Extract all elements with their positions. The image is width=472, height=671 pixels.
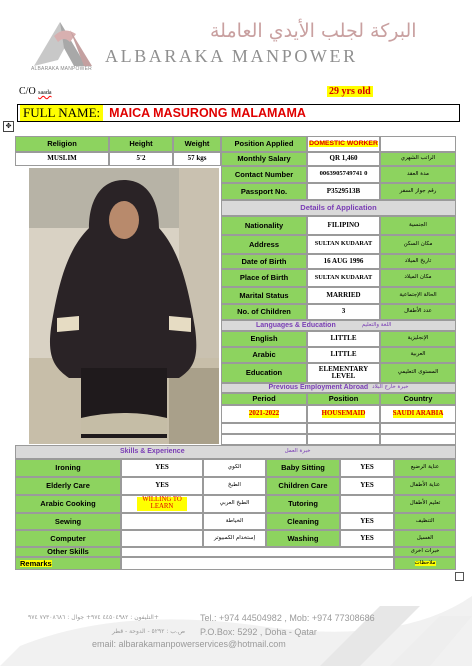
footer-arabic-phones: التليفون : ٤٤٥٠٤٩٨٢ ٩٧٤+ جوال : ٧٧٣٠٨٦٨٦ ٩٧٤+: [28, 614, 159, 621]
skill-washing-value: YES: [340, 530, 394, 547]
arabic-no-of-children: عدد الأطفال: [380, 304, 456, 320]
care-of-line: [19, 86, 52, 97]
skill-washing-label: Washing: [266, 530, 340, 547]
header-position-applied: Position Applied: [221, 136, 307, 152]
page-corner-marker: [455, 572, 464, 581]
skill-elderly-care-value: YES: [121, 477, 203, 495]
value-nationality: FILIPINO: [307, 216, 380, 235]
brand-english: ALBARAKA MANPOWER: [105, 46, 358, 66]
employment-position: HOUSEMAID: [321, 409, 366, 418]
other-skills-label: Other Skills: [15, 547, 121, 557]
header-position: Position: [307, 393, 380, 405]
employment-title: Previous Employment Abroad: [268, 384, 369, 392]
other-skills-arabic: خبرات أخرى: [394, 547, 456, 557]
skill-baby-sitting-value: YES: [340, 459, 394, 477]
skills-title-arabic: خبرة العمل: [284, 448, 311, 455]
care-of-prefix: C/O: [19, 86, 36, 97]
label-education: Education: [221, 363, 307, 383]
skill-ironing-label: Ironing: [15, 459, 121, 477]
skill-baby-sitting-label: Baby Sitting: [266, 459, 340, 477]
label-monthly-salary: Monthly Salary: [221, 152, 307, 166]
value-monthly-salary: QR 1,460: [307, 152, 380, 166]
skill-computer-arabic: إستخدام الكمبيوتر: [203, 530, 266, 547]
value-place-of-birth: SULTAN KUDARAT: [307, 269, 380, 287]
skill-cleaning-arabic: التنظيف: [394, 513, 456, 530]
remarks-arabic: ملاحظات: [414, 559, 436, 566]
remarks-value: [121, 557, 394, 570]
label-address: Address: [221, 235, 307, 254]
skill-sewing-label: Sewing: [15, 513, 121, 530]
employment-blank: [380, 434, 456, 445]
height-value: 5'2: [109, 152, 173, 166]
other-skills-value: [121, 547, 394, 557]
skill-arabic-cooking-value: WILLING TO LEARN: [137, 497, 187, 511]
label-contact-number: Contact Number: [221, 166, 307, 183]
footer-po-box-arabic: ص.ب : ٥٢٩٢ - الدوحة - قطر: [112, 628, 186, 635]
skill-cleaning-value: YES: [340, 513, 394, 530]
section-languages-education: [221, 320, 456, 331]
skill-tutoring-label: Tutoring: [266, 495, 340, 513]
header-religion: Religion: [15, 136, 109, 152]
move-handle-icon[interactable]: ✥: [3, 121, 14, 132]
skill-children-care-arabic: عناية الأطفال: [394, 477, 456, 495]
value-english: LITTLE: [307, 331, 380, 347]
remarks-label: Remarks: [20, 558, 52, 568]
arabic-place-of-birth: مكان الميلاد: [380, 269, 456, 287]
position-applied-value: DOMESTIC WORKER: [309, 139, 378, 147]
skill-cleaning-label: Cleaning: [266, 513, 340, 530]
employment-country: SAUDI ARABIA: [392, 409, 444, 418]
age-badge: 29 yrs old: [329, 86, 371, 97]
weight-value: 57 kgs: [173, 152, 221, 166]
header-weight: Weight: [173, 136, 221, 152]
skills-title: Skills & Experience: [120, 448, 185, 456]
skill-baby-sitting-arabic: عناية الرضيع: [394, 459, 456, 477]
applicant-photo: [29, 168, 219, 444]
label-no-of-children: No. of Children: [221, 304, 307, 320]
footer-watermark: [0, 586, 472, 666]
skill-ironing-arabic: الكوي: [203, 459, 266, 477]
skill-sewing-value: [121, 513, 203, 530]
full-name-bar: [17, 104, 460, 122]
label-english: English: [221, 331, 307, 347]
skill-ironing-value: YES: [121, 459, 203, 477]
section-previous-employment: [221, 383, 456, 393]
arabic-education: المستوى التعليمي: [380, 363, 456, 383]
arabic-english: الإنجليزية: [380, 331, 456, 347]
employment-blank: [307, 423, 380, 434]
skill-arabic-cooking-label: Arabic Cooking: [15, 495, 121, 513]
religion-value: MUSLIM: [15, 152, 109, 166]
skill-computer-label: Computer: [15, 530, 121, 547]
value-contact-number: 0063905749741 0: [307, 166, 380, 183]
value-address: SULTAN KUDARAT: [307, 235, 380, 254]
header-height: Height: [109, 136, 173, 152]
label-date-of-birth: Date of Birth: [221, 254, 307, 269]
skill-tutoring-arabic: تعليم الأطفال: [394, 495, 456, 513]
skill-elderly-care-arabic: الطبخ: [203, 477, 266, 495]
arabic-arabic: العربية: [380, 347, 456, 363]
value-passport-no: P3529513B: [307, 183, 380, 200]
logo-caption: ALBARAKA MANPOWER: [31, 66, 92, 72]
section-details-of-application: Details of Application: [221, 200, 456, 216]
employment-blank: [221, 423, 307, 434]
section-skills-experience: [15, 445, 456, 459]
label-place-of-birth: Place of Birth: [221, 269, 307, 287]
brand-arabic: البركة لجلب الأيدي العاملة: [210, 20, 417, 42]
skill-arabic-cooking-cell: [121, 495, 203, 513]
skill-computer-value: [121, 530, 203, 547]
value-education: ELEMENTARY LEVEL: [307, 363, 380, 383]
arabic-date-of-birth: تاريخ الميلاد: [380, 254, 456, 269]
label-marital-status: Marital Status: [221, 287, 307, 304]
header-country: Country: [380, 393, 456, 405]
full-name-label: FULL NAME:: [20, 105, 103, 121]
skill-children-care-label: Children Care: [266, 477, 340, 495]
header-period: Period: [221, 393, 307, 405]
employment-title-arabic: خبرة خارج البلاد: [372, 384, 409, 391]
footer-email[interactable]: email: albarakamanpowerservices@hotmail.com: [92, 639, 286, 649]
employment-blank: [307, 434, 380, 445]
label-nationality: Nationality: [221, 216, 307, 235]
label-arabic: Arabic: [221, 347, 307, 363]
employment-period-cell: [221, 405, 307, 423]
label-passport-no: Passport No.: [221, 183, 307, 200]
arabic-contact-number: مدة العقد: [380, 166, 456, 183]
arabic-marital-status: الحالة الإجتماعية: [380, 287, 456, 304]
skill-elderly-care-label: Elderly Care: [15, 477, 121, 495]
arabic-address: مكان السكن: [380, 235, 456, 254]
languages-title-arabic: اللغة والتعليم: [361, 321, 392, 328]
footer-po-box: P.O.Box: 5292 , Doha - Qatar: [200, 627, 317, 637]
remarks-label-cell: [15, 557, 121, 570]
employment-blank: [221, 434, 307, 445]
footer-phones: Tel.: +974 44504982 , Mob: +974 77308686: [200, 613, 375, 623]
skill-tutoring-value: [340, 495, 394, 513]
arabic-nationality: الجنسية: [380, 216, 456, 235]
employment-period: 2021-2022: [248, 409, 280, 418]
arabic-passport-no: رقم جواز السفر: [380, 183, 456, 200]
employment-blank: [380, 423, 456, 434]
languages-title: Languages & Education: [256, 321, 336, 329]
value-arabic: LITTLE: [307, 347, 380, 363]
position-applied-cell: [307, 136, 380, 152]
skill-sewing-arabic: الخياطة: [203, 513, 266, 530]
employment-position-cell: [307, 405, 380, 423]
skill-children-care-value: YES: [340, 477, 394, 495]
care-of-name: saada: [38, 90, 52, 96]
skill-washing-arabic: الغسيل: [394, 530, 456, 547]
blank-cell: [380, 136, 456, 152]
arabic-monthly-salary: الراتب الشهري: [380, 152, 456, 166]
value-no-of-children: 3: [307, 304, 380, 320]
skill-arabic-cooking-arabic: الطبخ العربي: [203, 495, 266, 513]
full-name-value: MAICA MASURONG MALAMAMA: [109, 106, 306, 120]
employment-country-cell: [380, 405, 456, 423]
remarks-arabic-cell: [394, 557, 456, 570]
value-date-of-birth: 16 AUG 1996: [307, 254, 380, 269]
value-marital-status: MARRIED: [307, 287, 380, 304]
